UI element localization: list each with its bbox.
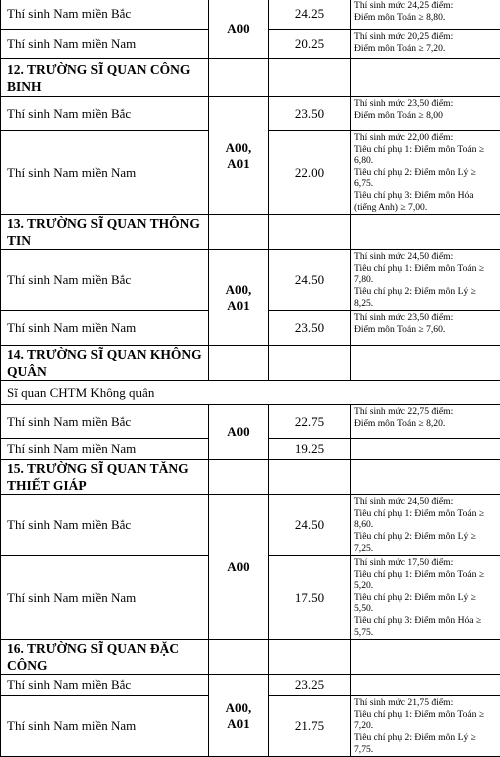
- note-cell: [351, 495, 500, 556]
- note-line: Điểm môn Toán ≥ 8,20.: [354, 418, 497, 430]
- note-line: Thí sinh mức 22,00 điểm:: [354, 132, 497, 144]
- note-line: Tiêu chí phụ 1: Điểm môn Toán ≥: [354, 263, 497, 275]
- note-line: Tiêu chí phụ 2: Điểm môn Lý ≥: [354, 531, 497, 543]
- note-cell: [351, 131, 500, 215]
- note-line: 5,50.: [354, 603, 497, 615]
- section-title: 14. TRƯỜNG SĨ QUAN KHÔNG QUÂN: [1, 346, 209, 381]
- note-line: Tiêu chí phụ 3: Điểm môn Hóa: [354, 190, 497, 202]
- note-cell: [351, 97, 500, 131]
- row-label: Thí sinh Nam miền Nam: [1, 311, 209, 346]
- score-cell: 21.75: [269, 696, 351, 757]
- note-line: Điểm môn Toán ≥ 8,80.: [354, 12, 497, 24]
- note-line: 7,80.: [354, 274, 497, 286]
- note-line: Tiêu chí phụ 2: Điểm môn Lý ≥: [354, 286, 497, 298]
- note-line: Tiêu chí phụ 1: Điểm môn Toán ≥: [354, 508, 497, 520]
- row-label: Thí sinh Nam miền Bắc: [1, 405, 209, 439]
- score-cell: 17.50: [269, 556, 351, 640]
- subject-combination: A00: [209, 0, 269, 59]
- section-title: 16. TRƯỜNG SĨ QUAN ĐẶC CÔNG: [1, 640, 209, 675]
- row-label: Thí sinh Nam miền Nam: [1, 439, 209, 460]
- score-cell: 24.25: [269, 0, 351, 30]
- score-cell: 19.25: [269, 439, 351, 460]
- note-line: 7,25.: [354, 543, 497, 555]
- note-line: Tiêu chí phụ 1: Điểm môn Toán ≥: [354, 144, 497, 156]
- score-cell: 23.50: [269, 311, 351, 346]
- note-line: 8,60.: [354, 519, 497, 531]
- note-line: Tiêu chí phụ 1: Điểm môn Toán ≥: [354, 569, 497, 581]
- subsection-label: Sĩ quan CHTM Không quân: [1, 381, 500, 405]
- row-label: Thí sinh Nam miền Bắc: [1, 97, 209, 131]
- note-line: 6,75.: [354, 178, 497, 190]
- note-line: Tiêu chí phụ 3: Điểm môn Hóa ≥: [354, 615, 497, 627]
- score-cell: 22.75: [269, 405, 351, 439]
- score-cell: 22.00: [269, 131, 351, 215]
- note-line: Thí sinh mức 23,50 điểm:: [354, 312, 497, 324]
- subject-combination: A00, A01: [209, 675, 269, 757]
- score-cell: 20.25: [269, 30, 351, 59]
- note-cell: [351, 556, 500, 640]
- note-line: Thí sinh mức 24,25 điểm:: [354, 0, 497, 12]
- subject-combination: A00, A01: [209, 97, 269, 215]
- note-cell: [351, 696, 500, 757]
- note-line: Thí sinh mức 24,50 điểm:: [354, 251, 497, 263]
- score-cell: 23.25: [269, 675, 351, 696]
- subject-combination: A00, A01: [209, 250, 269, 346]
- score-cell: 24.50: [269, 250, 351, 311]
- row-label: Thí sinh Nam miền Nam: [1, 556, 209, 640]
- note-cell: [351, 30, 500, 59]
- row-label: Thí sinh Nam miền Nam: [1, 30, 209, 59]
- row-label: Thí sinh Nam miền Nam: [1, 696, 209, 757]
- note-line: Thí sinh mức 24,50 điểm:: [354, 496, 497, 508]
- section-title: 15. TRƯỜNG SĨ QUAN TĂNG THIẾT GIÁP: [1, 460, 209, 495]
- note-line: Thí sinh mức 17,50 điểm:: [354, 557, 497, 569]
- note-cell: [351, 0, 500, 30]
- note-line: Điểm môn Toán ≥ 7,60.: [354, 324, 497, 336]
- score-cell: 23.50: [269, 97, 351, 131]
- note-line: Tiêu chí phụ 2: Điểm môn Lý ≥: [354, 167, 497, 179]
- section-title: 13. TRƯỜNG SĨ QUAN THÔNG TIN: [1, 215, 209, 250]
- section-title: 12. TRƯỜNG SĨ QUAN CÔNG BINH: [1, 59, 209, 97]
- note-line: Thí sinh mức 20,25 điểm:: [354, 31, 497, 43]
- note-line: Thí sinh mức 21,75 điểm:: [354, 697, 497, 709]
- note-line: Tiêu chí phụ 1: Điểm môn Toán ≥: [354, 709, 497, 721]
- note-line: 5,20.: [354, 580, 497, 592]
- note-line: Thí sinh mức 22,75 điểm:: [354, 406, 497, 418]
- row-label: Thí sinh Nam miền Bắc: [1, 250, 209, 311]
- note-line: 7,20.: [354, 720, 497, 732]
- note-cell: [351, 405, 500, 439]
- note-line: (tiếng Anh) ≥ 7,00.: [354, 202, 497, 214]
- row-label: Thí sinh Nam miền Bắc: [1, 495, 209, 556]
- subject-combination: A00: [209, 405, 269, 460]
- note-line: Điểm môn Toán ≥ 7,20.: [354, 43, 497, 55]
- row-label: Thí sinh Nam miền Nam: [1, 131, 209, 215]
- note-cell: [351, 311, 500, 346]
- note-line: Tiêu chí phụ 2: Điểm môn Lý ≥: [354, 732, 497, 744]
- score-cell: 24.50: [269, 495, 351, 556]
- note-line: 5,75.: [354, 627, 497, 639]
- note-line: 7,75.: [354, 744, 497, 756]
- note-line: 6,80.: [354, 155, 497, 167]
- row-label: Thí sinh Nam miền Bắc: [1, 675, 209, 696]
- note-line: Thí sinh mức 23,50 điểm:: [354, 98, 497, 110]
- note-line: 8,25.: [354, 298, 497, 310]
- note-line: Tiêu chí phụ 2: Điểm môn Lý ≥: [354, 592, 497, 604]
- subject-combination: A00: [209, 495, 269, 640]
- note-cell: [351, 250, 500, 311]
- row-label: Thí sinh Nam miền Bắc: [1, 0, 209, 30]
- note-line: Điểm môn Toán ≥ 8,00: [354, 110, 497, 122]
